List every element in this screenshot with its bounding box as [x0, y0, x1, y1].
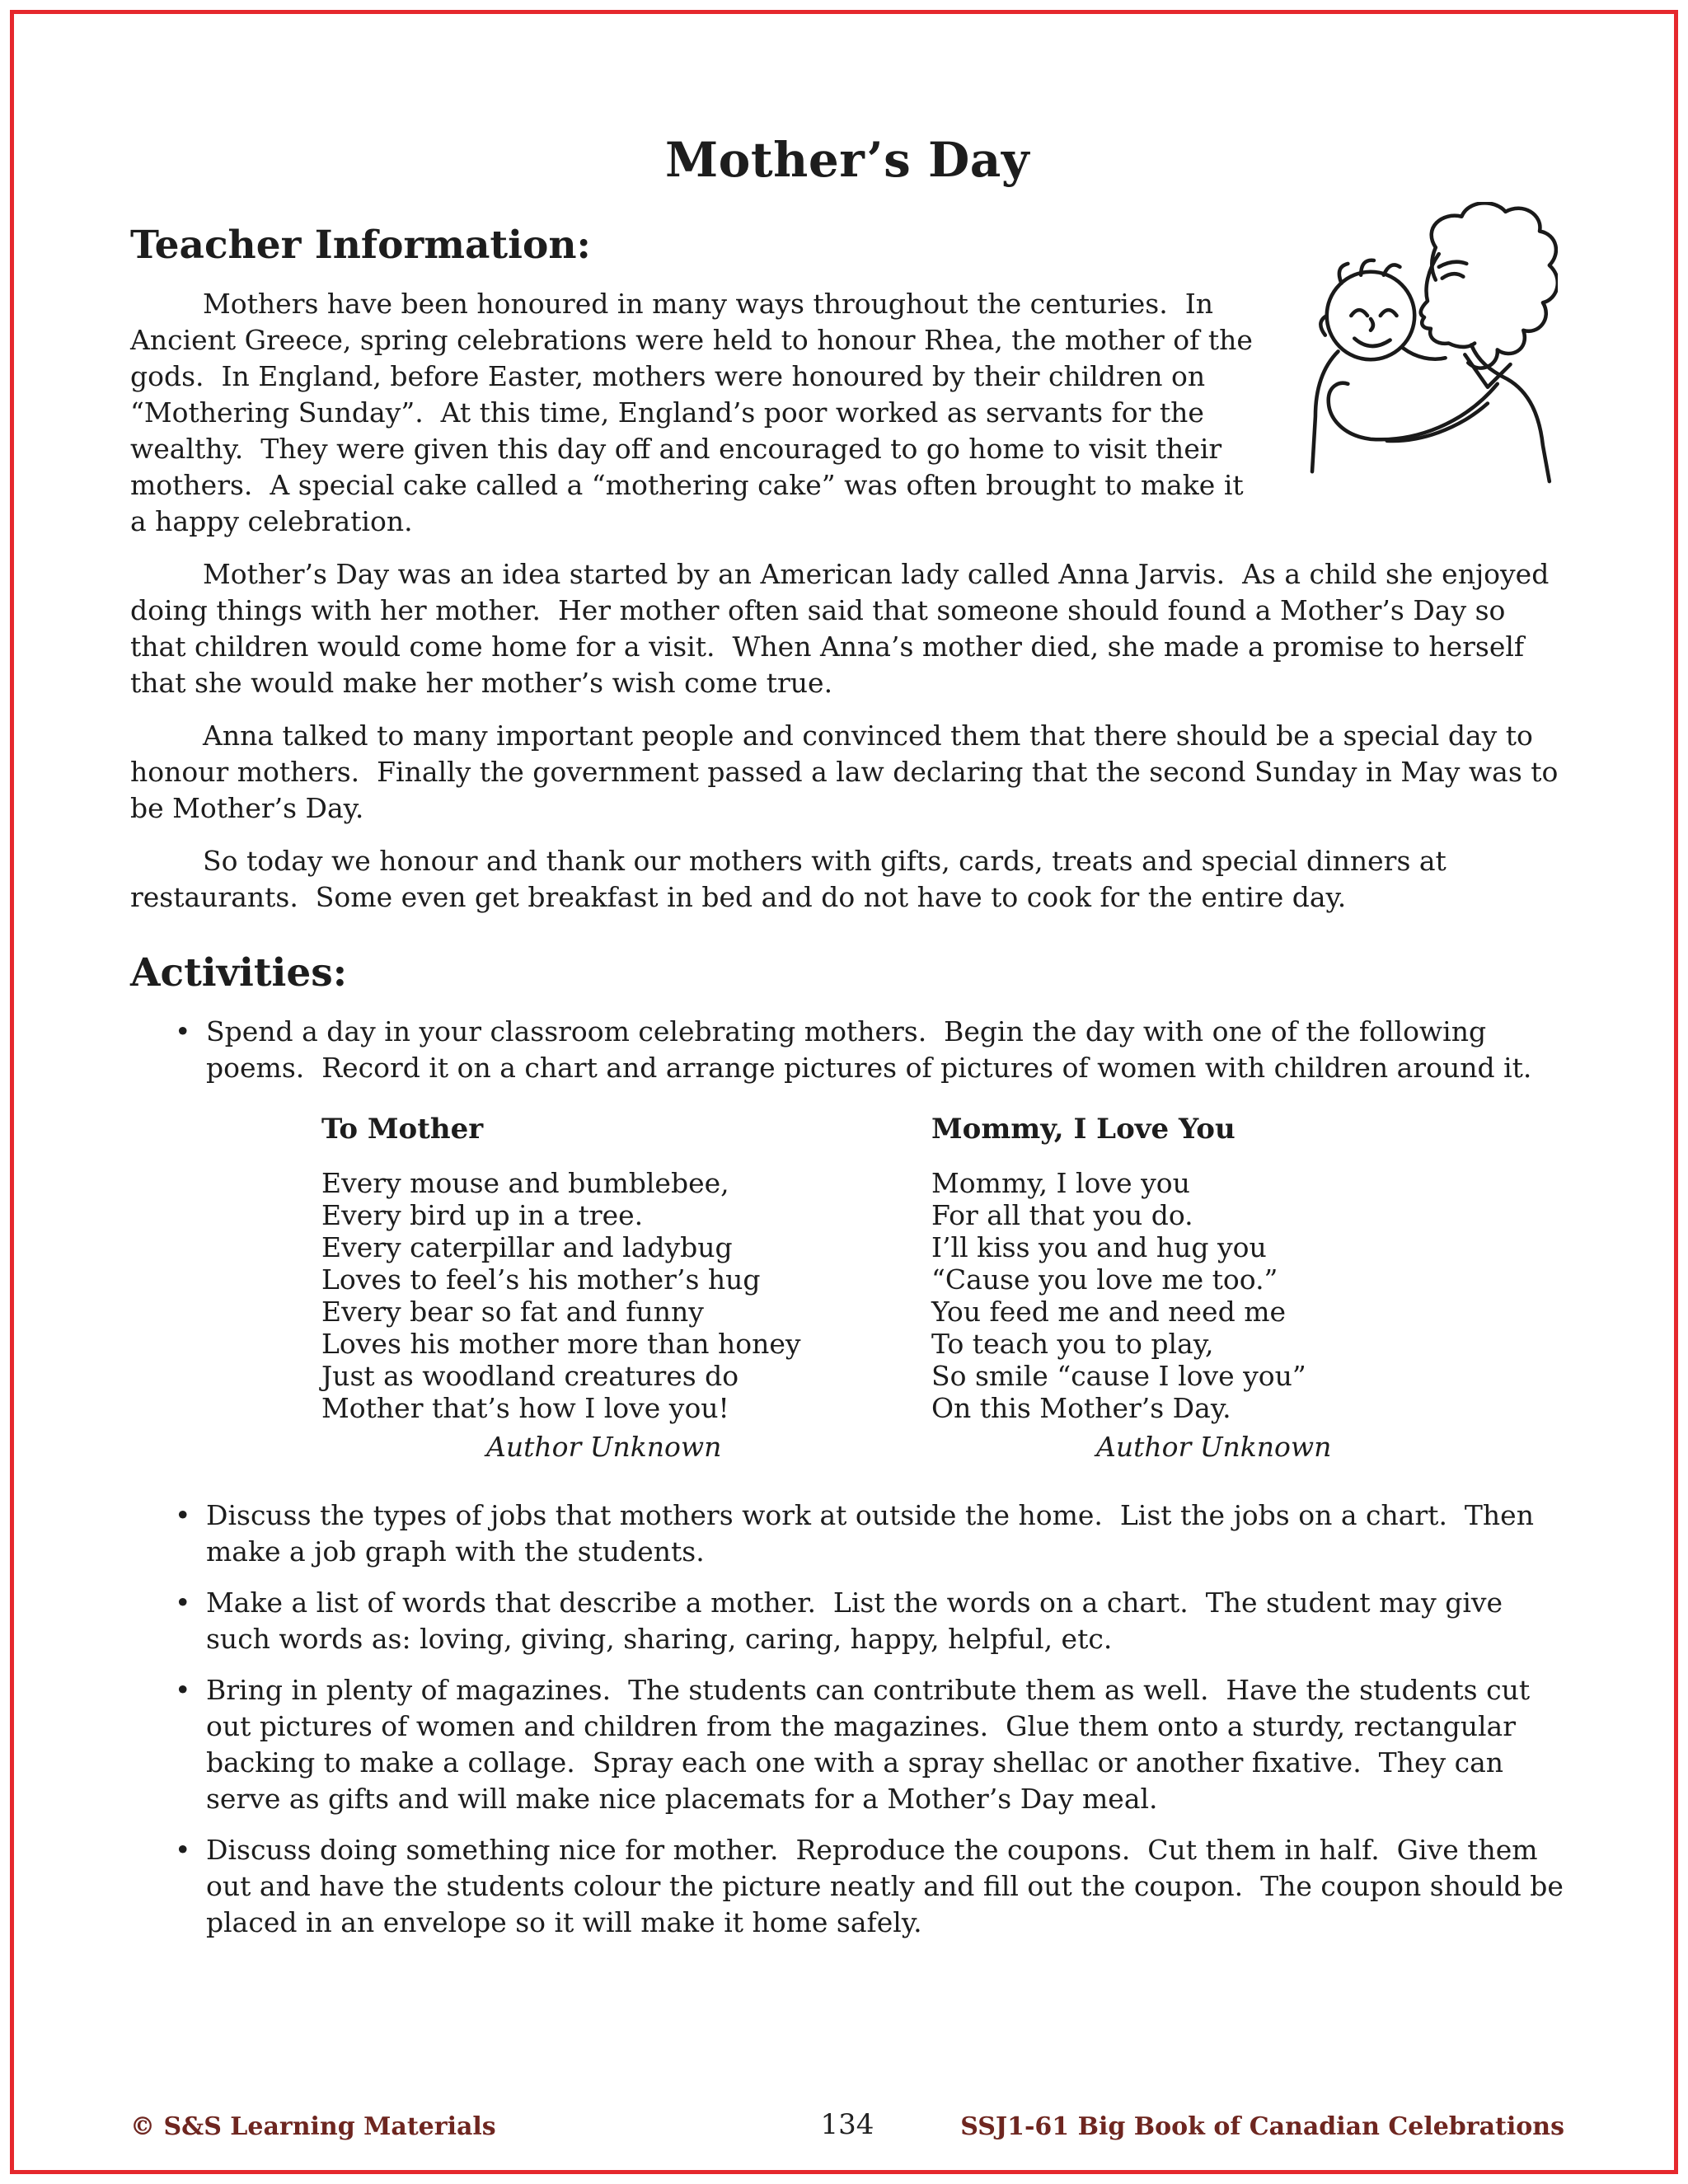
activity-item: • Make a list of words that describe a mother. List the words on a chart. The student may give such words as: loving, giving, sharing, caring, happy, helpful, etc. [130, 1585, 1564, 1657]
footer-page-number: 134 [820, 2108, 874, 2141]
activities-heading: Activities: [130, 950, 348, 996]
poem-line: You feed me and need me [931, 1296, 1287, 1328]
poems-section [321, 1113, 1564, 1463]
poem-line: Every bird up in a tree. [321, 1199, 644, 1231]
footer-publication: SSJ1-61 Big Book of Canadian Celebrations [960, 2112, 1564, 2141]
poem-line: On this Mother’s Day. [931, 1392, 1231, 1424]
poem-line: Mommy, I love you [931, 1167, 1190, 1199]
footer-copyright: © S&S Learning Materials [130, 2112, 496, 2141]
poem-line: Just as woodland creatures do [321, 1360, 739, 1392]
poem-attribution: Author Unknown [486, 1431, 722, 1463]
teacher-information-paragraph: So today we honour and thank our mothers with gifts, cards, treats and special dinners at restaurants. Some even get breakfast in bed and do not have to cook for the entire day. [130, 845, 1456, 913]
poem-title: Mommy, I Love You [931, 1113, 1236, 1146]
poem-line: Mother that’s how I love you! [321, 1392, 729, 1424]
poem-line: To teach you to play, [931, 1328, 1214, 1360]
poem-line: I’ll kiss you and hug you [931, 1231, 1267, 1263]
mother-child-illustration [1294, 202, 1558, 486]
poem-line: For all that you do. [931, 1199, 1193, 1231]
activity-item: • Discuss doing something nice for mother. Reproduce the coupons. Cut them in half. Give them out and have the students colour the picture neatly and fill out the coupon. The coupon should be placed in an envelope so it will make it home safely. [130, 1832, 1564, 1941]
poem [931, 1113, 1331, 1463]
poem-line: “Cause you love me too.” [931, 1263, 1278, 1296]
teacher-information-paragraph: Anna talked to many important people and convinced them that there should be a special day to honour mothers. Finally the government passed a law declaring that the second Sunday in May was to be Mother’s Day. [130, 719, 1567, 824]
poem-line: Every caterpillar and ladybug [321, 1231, 733, 1263]
poem-line: So smile “cause I love you” [931, 1360, 1306, 1392]
activities-list-continued [130, 1497, 1573, 1941]
poem-line: Loves to feel’s his mother’s hug [321, 1263, 761, 1296]
activity-item: • Discuss the types of jobs that mothers work at outside the home. List the jobs on a chart. Then make a job graph with the students. [130, 1497, 1564, 1570]
activity-item: • Spend a day in your classroom celebrating mothers. Begin the day with one of the following poems. Record it on a chart and arrange pictures of pictures of women with children around it. [130, 1014, 1564, 1086]
poem [321, 1113, 808, 1463]
poem-line: Every mouse and bumblebee, [321, 1167, 729, 1199]
activity-item: • Bring in plenty of magazines. The students can contribute them as well. Have the students cut out pictures of women and children from the magazines. Glue them onto a sturdy, rectangular backing to make a collage. Spray each one with a spray shellac or another fixative. They can serve as gifts and will make nice placemats for a Mother’s Day meal. [130, 1672, 1564, 1817]
poem-line: Loves his mother more than honey [321, 1328, 801, 1360]
poem-title: To Mother [321, 1113, 484, 1146]
poem-attribution: Author Unknown [1096, 1431, 1332, 1463]
teacher-information-paragraph: Mother’s Day was an idea started by an American lady called Anna Jarvis. As a child she enjoyed doing things with her mother. Her mother often said that someone should found a Mother’s Day so that children would come home for a visit. When Anna’s mother died, she made a promise to herself that she would make her mother’s wish come true. [130, 558, 1558, 699]
activities-list [130, 1014, 1564, 1086]
teacher-information-paragraph: Mothers have been honoured in many ways throughout the centuries. In Ancient Greece, spring celebrations were held to honour Rhea, the mother of the gods. In England, before Easter, mothers were honoured by their children on “Mothering Sunday”. At this time, England’s poor worked as servants for the wealthy. They were given this day off and encouraged to go home to visit their mothers. A special cake called a “mothering cake” was often brought to make it a happy celebration. [130, 288, 1262, 537]
page-footer [130, 2105, 1564, 2141]
page-title: Mother’s Day [664, 132, 1030, 188]
poem-line: Every bear so fat and funny [321, 1296, 704, 1328]
mother-child-line-art-icon [1294, 202, 1558, 486]
teacher-information-heading: Teacher Information: [130, 223, 591, 268]
